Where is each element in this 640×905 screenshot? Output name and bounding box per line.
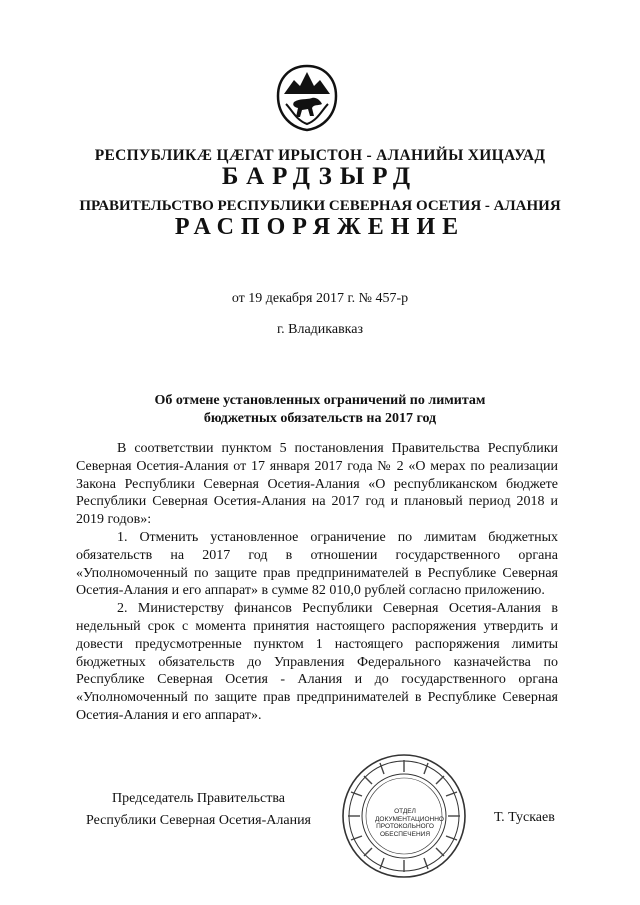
header-line-russian: ПРАВИТЕЛЬСТВО РЕСПУБЛИКИ СЕВЕРНАЯ ОСЕТИЯ - АЛАНИЯ: [79, 198, 561, 214]
title-line-2: бюджетных обязательств на 2017 год: [203, 411, 437, 426]
seal-text-line-2: ДОКУМЕНТАЦИОННО: [375, 815, 444, 823]
seal-text: [375, 808, 444, 838]
coat-of-arms-icon: [272, 64, 342, 132]
document-date-number: от 19 декабря 2017 г. № 457-р: [231, 291, 409, 306]
seal-text-line-3: ПРОТОКОЛЬНОГО: [376, 823, 434, 830]
signatory-position-line-2: Республики Северная Осетия-Алания: [86, 813, 311, 828]
paragraph-item-2: 2. Министерству финансов Республики Северная Осетия-Алания в недельный срок с момента принятия настоящего распоряжения утвердить и довести предусмотренные пунктом 1 настоящего распоряжения лимиты бюджетных обязательств до Управления Федерального казначейства по Республике Северная Осетия - Алания и до государственного органа «Уполномоченный по защите прав предпринимателей в Республике Северная Осетия-Алания и его аппарат».: [76, 601, 558, 723]
document-city: г. Владикавказ: [276, 322, 364, 337]
seal-text-line-1: ОТДЕЛ: [394, 808, 416, 815]
signatory-name: Т. Тускаев: [494, 810, 555, 825]
document-body: [76, 440, 558, 725]
seal-text-line-4: ОБЕСПЕЧЕНИЯ: [379, 830, 431, 838]
paragraph-item-1: 1. Отменить установленное ограничение по лимитам бюджетных обязательств на 2017 год в отношении государственного органа «Уполномоченный по защите прав предпринимателей в Республике Северная Осетия-Алания и его аппарат» в сумме 82 010,0 рублей согласно приложению.: [76, 529, 558, 599]
title-line-1: Об отмене установленных ограничений по лимитам: [154, 393, 486, 408]
signatory-position-line-1: Председатель Правительства: [112, 791, 285, 806]
header-title-ossetian: БАРДЗЫРД: [221, 163, 419, 190]
paragraph-preamble: В соответствии пунктом 5 постановления Правительства Республики Северная Осетия-Алания от 17 января 2017 года № 2 «О мерах по реализации Закона Республики Северная Осетия-Алания «О республиканском бюджете Республики Северная Осетия-Алания на 2017 год и плановый период 2018 и 2019 годов»:: [76, 441, 558, 528]
header-title-russian: РАСПОРЯЖЕНИЕ: [174, 214, 466, 240]
header-line-ossetian: РЕСПУБЛИКӔ ЦӔГАТ ИРЫСТОН - АЛАНИЙЫ ХИЦАУАД: [94, 147, 546, 164]
document-title: [0, 392, 640, 428]
signatory-position: [76, 788, 321, 832]
